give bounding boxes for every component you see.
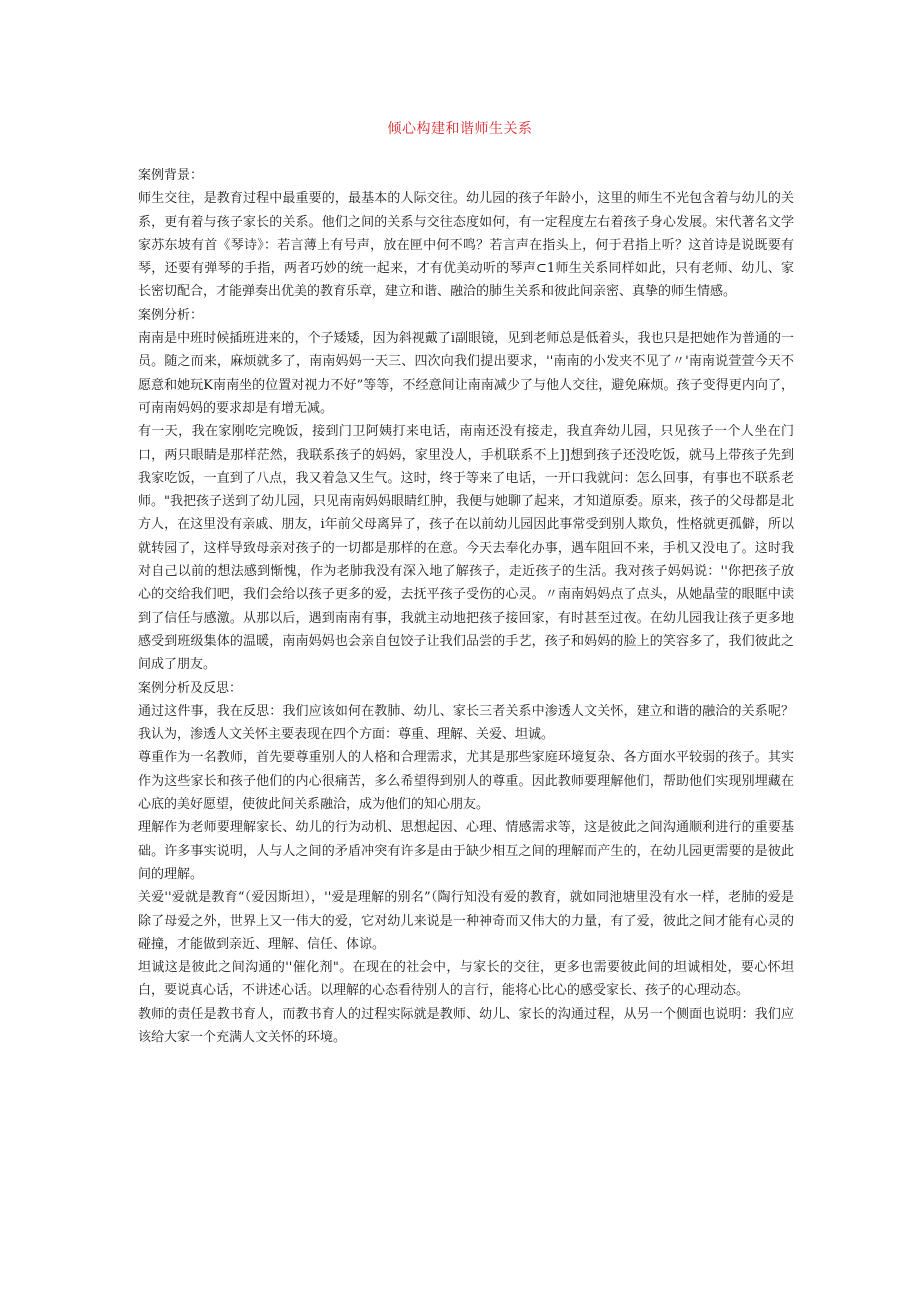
paragraph-reflection-intro: 通过这件事，我在反思：我们应该如何在教肺、幼儿、家长三者关系中渗透人文关怀，建立和谐的融洽的关系呢？我认为，渗透人文关怀主要表现在四个方面：尊重、理解、关爱、坦诚。 [138, 703, 794, 743]
paragraph-respect: 尊重作为一名教师，首先要尊重别人的人格和合理需求，尤其是那些家庭环境复杂、各方面水平较弱的孩子。其实作为这些家长和孩子他们的内心很痛苦，多么希望得到别人的尊重。因此教师要理解他们，帮助他们实现别埋藏在心底的美好愿望，使彼此间关系融洽，成为他们的知心朋友。 [138, 750, 794, 813]
section-heading-background: 案例背景： [138, 168, 204, 183]
paragraph-nannan-intro: 南南是中班时候插班进来的，个子矮矮，因为斜视戴了i副眼镜，见到老师总是低着头，我也只是把她作为普通的一员。随之而来，麻烦就多了，南南妈妈一天三、四次向我们提出要求，''南南的小发夹不见了〃'南南说萱萱今天不愿意和她玩K南南坐的位置对视力不好”等等，不经意间让南南减少了与他人交往，避免麻烦。孩子变得更内向了，可南南妈妈的要求却是有增无减。 [138, 331, 794, 416]
paragraph-one-day: 有一天，我在家刚吃完晚饭，接到门卫阿姨打来电话，南南还没有接走，我直奔幼儿园，只见孩子一个人坐在门口，两只眼睛是那样茫然，我联系孩子的妈妈，家里没人，手机联系不上]]想到孩子还没吃饭，就马上带孩子先到我家吃饭，一直到了八点，我又着急又生气。这时，终于等来了电话，一开口我就问：怎么回事，有事也不联系老师。"我把孩子送到了幼儿园，只见南南妈妈眼睛红肿，我便与她聊了起来，才知道原委。原来，孩子的父母都是北方人，在这里没有亲戚、朋友，i年前父母离异了，孩子在以前幼儿园因此事常受到别人欺负，性格就更孤僻，所以就转园了，这样导致母亲对孩子的一切都是那样的在意。今天去奉化办事，遇车阻回不来，手机又没电了。这时我对自己以前的想法感到惭愧，作为老肺我没有深入地了解孩子，走近孩子的生活。我对孩子妈妈说：''你把孩子放心的交给我们吧，我们会给以孩子更多的爱，去抚平孩子受伤的心灵。〃南南妈妈点了点头，从她晶莹的眼眶中读到了信任与感激。从那以后，遇到南南有事，我就主动地把孩子接回家，有时甚至过夜。在幼儿园我让孩子更多地感受到班级集体的温暖，南南妈妈也会亲自包饺子让我们品尝的手艺，孩子和妈妈的脸上的笑容多了，我们彼此之间成了朋友。 [138, 424, 794, 673]
paragraph-care: 关爱''爱就是教育“（爱因斯坦），''爱是理解的别名”（陶行知没有爱的教育，就如同池塘里没有水一样，老肺的爱是除了母爱之外，世界上又一伟大的爱，它对幼儿来说是一种神奇而又伟大的力量，有了爱，彼此之间才能有心灵的碰撞，才能做到亲近、理解、信任、体谅。 [138, 890, 794, 952]
section-heading-analysis: 案例分析： [138, 307, 204, 323]
paragraph-understanding: 理解作为老师要理解家长、幼儿的行为动机、思想起因、心理、情感需求等，这是彼此之间沟通顺利进行的重要基础。许多事实说明，人与人之间的矛盾冲突有许多是由于缺少相互之间的理解而产生的，在幼儿园更需要的是彼此间的理解。 [138, 820, 794, 882]
document-title: 倾心构建和谐师生关系 [387, 121, 533, 137]
document-body [138, 164, 794, 1049]
section-heading-reflection: 案例分析及反思： [138, 680, 243, 696]
paragraph-conclusion: 教师的责任是教书育人，而教书育人的过程实际就是教师、幼儿、家长的沟通过程，从另一个侧面也说明：我们应该给大家一个充满人文关怀的环境。 [138, 1006, 794, 1045]
paragraph-background: 师生交往，是教育过程中最重要的，最基本的人际交往。幼儿园的孩子年龄小，这里的师生不光包含着与幼儿的关系，更有着与孩子家长的关系。他们之间的关系与交往态度如何，有一定程度左右着孩子身心发展。宋代著名文学家苏东坡有首《琴诗》：若言薄上有号声，放在匣中何不鸣？若言声在指头上，何于君指上听？这首诗是说既要有琴，还要有弹琴的手指，两者巧妙的统一起来，才有优美动听的琴声⊂1师生关系同样如此，只有老师、幼儿、家长密切配合，才能弹奏出优美的教育乐章，建立和谐、融洽的肺生关系和彼此间亲密、真挚的师生情感。 [138, 191, 794, 300]
paragraph-sincerity: 坦诚这是彼此之间沟通的''催化剂"。在现在的社会中，与家长的交往，更多也需要彼此间的坦诚相处，要心怀坦白，要说真心话，不讲述心话。以理解的心态看待别人的言行，能将心比心的感受家长、孩子的心理动态。 [138, 960, 794, 999]
